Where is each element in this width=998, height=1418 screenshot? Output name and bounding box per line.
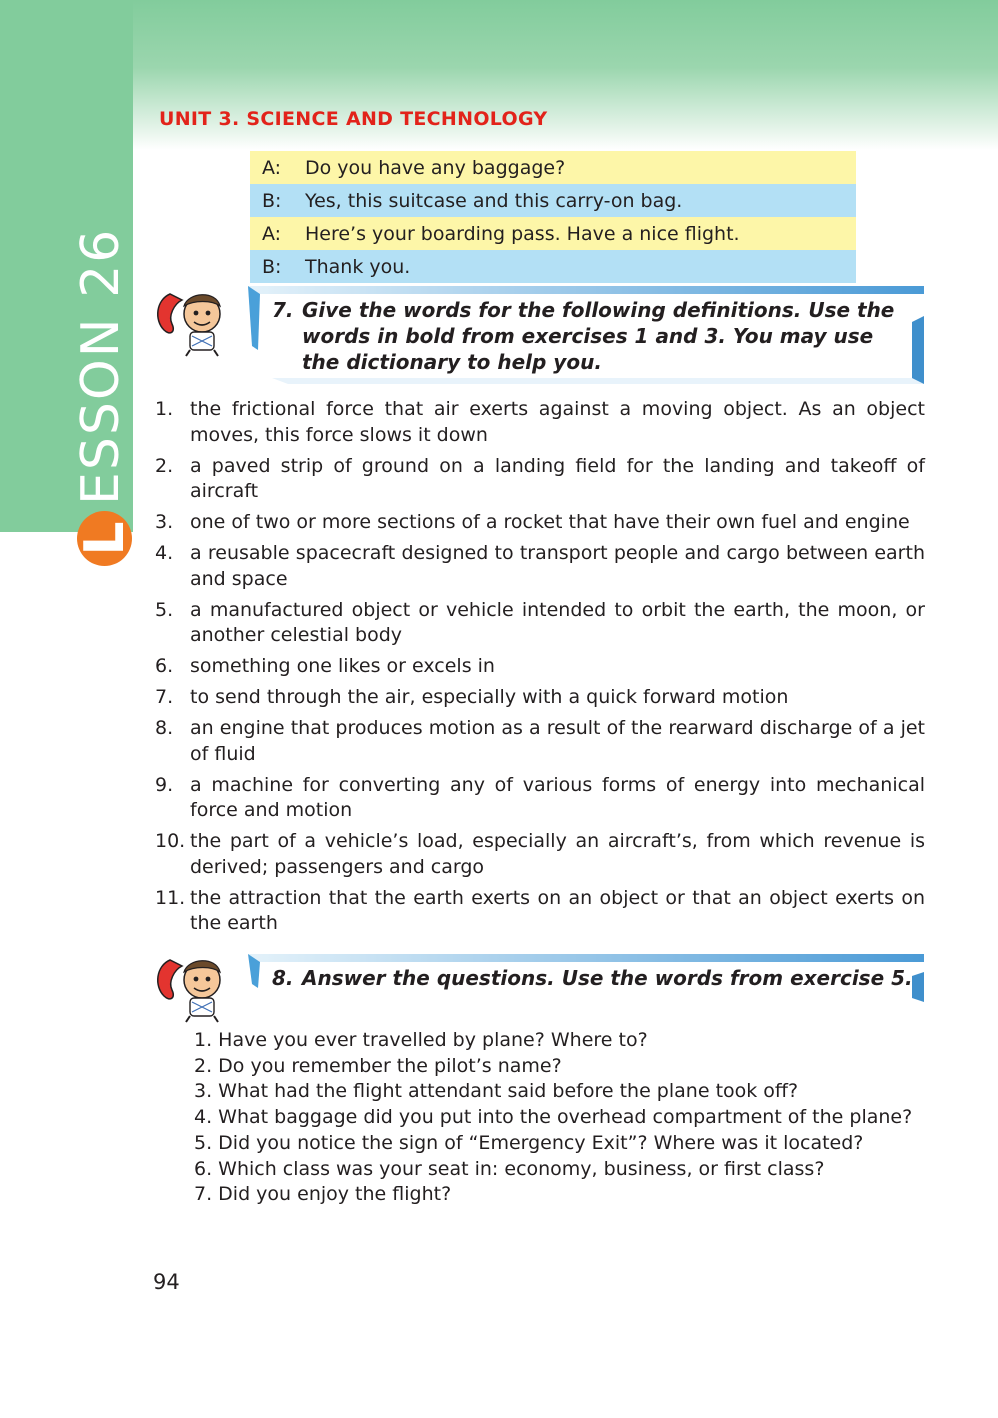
list-item: 4. What baggage did you put into the overhead compartment of the plane?: [194, 1106, 913, 1129]
list-item: [155, 654, 925, 680]
list-item: [155, 829, 925, 880]
dialog-line: [250, 217, 856, 250]
item-number: 3.: [155, 511, 174, 533]
dialog-line: [250, 184, 856, 217]
item-number: 8.: [155, 717, 174, 739]
item-text: the frictional force that air exerts against a moving object. As an object moves, this force slows it down: [190, 398, 925, 446]
exercise-8-instruction: [272, 965, 913, 991]
unit-title: UNIT 3. SCIENCE AND TECHNOLOGY: [159, 108, 548, 130]
item-text: a manufactured object or vehicle intended to orbit the earth, the moon, or another celestial body: [190, 598, 925, 646]
item-text: the part of a vehicle’s load, especially an aircraft’s, from which revenue is derived; passengers and cargo: [190, 830, 925, 878]
list-item: [155, 716, 925, 767]
list-item: 1. Have you ever travelled by plane? Where to?: [194, 1029, 648, 1051]
question-list: [194, 1028, 934, 1208]
item-number: 1.: [155, 398, 174, 420]
dialog-line: [250, 151, 856, 184]
dialog-speaker: A:: [262, 222, 282, 245]
item-number: 9.: [155, 773, 174, 796]
lesson-label: ESSON 26: [71, 227, 131, 505]
list-item: [155, 685, 925, 711]
item-number: 7.: [155, 686, 174, 708]
talking-boy-mascot-icon: [150, 952, 232, 1024]
item-number: 2.: [155, 454, 174, 477]
list-item: 5. Did you notice the sign of “Emergency Exit”? Where was it located?: [194, 1131, 864, 1154]
definition-list: [155, 397, 925, 942]
item-text: to send through the air, especially with a quick forward motion: [190, 686, 789, 708]
item-number: 6.: [155, 655, 174, 677]
item-text: one of two or more sections of a rocket that have their own fuel and engine: [190, 511, 910, 533]
lesson-initial: L: [73, 521, 136, 556]
exercise-instruction-text: Give the words for the following definitions. Use the words in bold from exercises 1 and 3. You may use the dictionary to help you.: [302, 298, 895, 374]
exercise-number: 8.: [272, 966, 294, 990]
list-item: [155, 598, 925, 649]
list-item: [155, 510, 925, 536]
list-item: [155, 454, 925, 505]
list-item: [155, 773, 925, 824]
dialog-text: Yes, this suitcase and this carry-on bag.: [305, 189, 683, 212]
exercise-number: 7.: [272, 298, 294, 322]
page-number: 94: [153, 1270, 180, 1294]
dialog-text: Thank you.: [305, 255, 411, 278]
dialog-box: [250, 151, 856, 283]
item-text: an engine that produces motion as a result of the rearward discharge of a jet of fluid: [190, 717, 925, 765]
dialog-speaker: A:: [262, 156, 282, 179]
item-number: 5.: [155, 598, 174, 621]
item-text: the attraction that the earth exerts on an object or that an object exerts on the earth: [190, 886, 925, 934]
talking-boy-mascot-icon: [150, 286, 232, 358]
list-item: 2. Do you remember the pilot’s name?: [194, 1054, 562, 1077]
exercise-7-instruction: [272, 297, 906, 375]
dialog-line: [250, 250, 856, 283]
exercise-8-header: [248, 954, 924, 1004]
dialog-text: Do you have any baggage?: [305, 156, 566, 179]
item-text: a paved strip of ground on a landing field for the landing and takeoff of aircraft: [190, 454, 925, 502]
dialog-speaker: B:: [262, 189, 282, 212]
dialog-speaker: B:: [262, 255, 282, 278]
dialog-text: Here’s your boarding pass. Have a nice flight.: [305, 222, 740, 245]
list-item: 3. What had the flight attendant said before the plane took off?: [194, 1080, 799, 1103]
item-text: something one likes or excels in: [190, 655, 495, 677]
item-number: 10.: [155, 830, 186, 852]
list-item: 6. Which class was your seat in: economy, business, or first class?: [194, 1157, 825, 1180]
item-text: a reusable spacecraft designed to transport people and cargo between earth and space: [190, 542, 925, 590]
item-text: a machine for converting any of various forms of energy into mechanical force and motion: [190, 773, 925, 821]
item-number: 11.: [155, 886, 186, 909]
exercise-7-header: [248, 286, 924, 386]
list-item: [155, 397, 925, 448]
exercise-instruction-text: Answer the questions. Use the words from exercise 5.: [302, 966, 913, 990]
list-item: [155, 886, 925, 937]
list-item: [155, 541, 925, 592]
item-number: 4.: [155, 542, 174, 564]
list-item: 7. Did you enjoy the flight?: [194, 1183, 452, 1206]
